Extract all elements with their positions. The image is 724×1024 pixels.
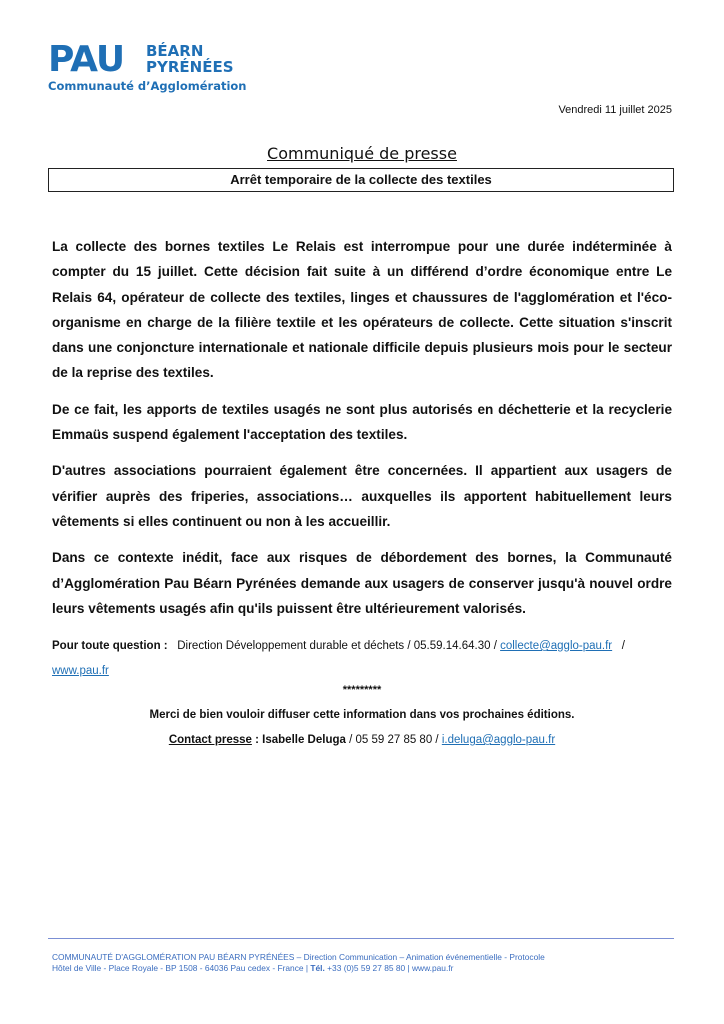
logo-bearn: BÉARN <box>146 42 204 60</box>
document-kind <box>0 144 724 163</box>
paragraph: La collecte des bornes textiles Le Relais est interrompue pour une durée indéterminée à compter du 15 juillet. Cette décision fait suite à un différend d’ordre économique entre Le Relais 64, opérateur de collecte des textiles, linges et chaussures de l'agglomération et l'éco-organisme en charge de la filière textile et les opérateurs de collecte. Cette situation s'inscrit dans une conjoncture internationale et nationale difficile depuis plusieurs mois pour le secteur de la reprise des textiles. <box>52 239 672 381</box>
diffusion-note: Merci de bien vouloir diffuser cette information dans vos prochaines éditions. <box>149 709 575 721</box>
press-contact-email-link[interactable]: i.deluga@agglo-pau.fr <box>441 734 556 746</box>
press-contact <box>0 734 724 746</box>
logo-pyrenees: PYRÉNÉES <box>146 58 234 76</box>
footer-divider <box>48 938 674 939</box>
document-title: Arrêt temporaire de la collecte des textiles <box>48 168 674 192</box>
paragraph: De ce fait, les apports de textiles usagés ne sont plus autorisés en déchetterie et la recyclerie Emmaüs suspend également l'acceptation des textiles. <box>52 401 672 443</box>
press-contact-phone: / 05 59 27 85 80 / <box>349 734 439 746</box>
document-kind-text: Communiqué de presse <box>267 144 457 163</box>
logo-subtitle: Communauté d’Agglomération <box>48 79 247 93</box>
separator-stars: ********* <box>342 684 382 696</box>
contact-label: Pour toute question : <box>52 640 168 652</box>
paragraph: D'autres associations pourraient également être concernées. Il appartient aux usagers de vérifier auprès des friperies, associations… auxquelles ils apportent habituellement leurs vêtements si elles continuent ou non à les accueillir. <box>52 463 672 529</box>
contact-block <box>52 634 676 684</box>
logo <box>48 40 268 98</box>
footer-contact: +33 (0)5 59 27 85 80 | www.pau.fr <box>327 963 454 973</box>
contact-text: Direction Développement durable et déchets / 05.59.14.64.30 / <box>177 640 497 652</box>
footer <box>52 952 692 974</box>
document-date: Vendredi 11 juillet 2025 <box>558 104 672 116</box>
footer-line-1: COMMUNAUTÉ D'AGGLOMÉRATION PAU BÉARN PYRÉNÉES – Direction Communication – Animation événementielle - Protocole <box>52 952 545 962</box>
website-link[interactable]: www.pau.fr <box>52 665 109 677</box>
press-contact-label: Contact presse <box>168 734 252 746</box>
contact-email-link[interactable]: collecte@agglo-pau.fr <box>500 640 613 652</box>
press-contact-colon: : <box>255 734 259 746</box>
footer-address: Hôtel de Ville - Place Royale - BP 1508 - 64036 Pau cedex - France | <box>52 963 309 973</box>
paragraph: Dans ce contexte inédit, face aux risques de débordement des bornes, la Communauté d’Agglomération Pau Béarn Pyrénées demande aux usagers de conserver jusqu'à nouvel ordre leurs vêtements usagés afin qu'ils puissent être ultérieurement valorisés. <box>52 550 672 616</box>
contact-separator: / <box>621 640 625 652</box>
footer-tel-label: Tél. <box>310 963 325 973</box>
footer-line-2 <box>52 963 692 974</box>
logo-pau: PAU <box>48 39 125 80</box>
press-contact-name: Isabelle Deluga <box>262 734 346 746</box>
body-text <box>52 234 672 632</box>
